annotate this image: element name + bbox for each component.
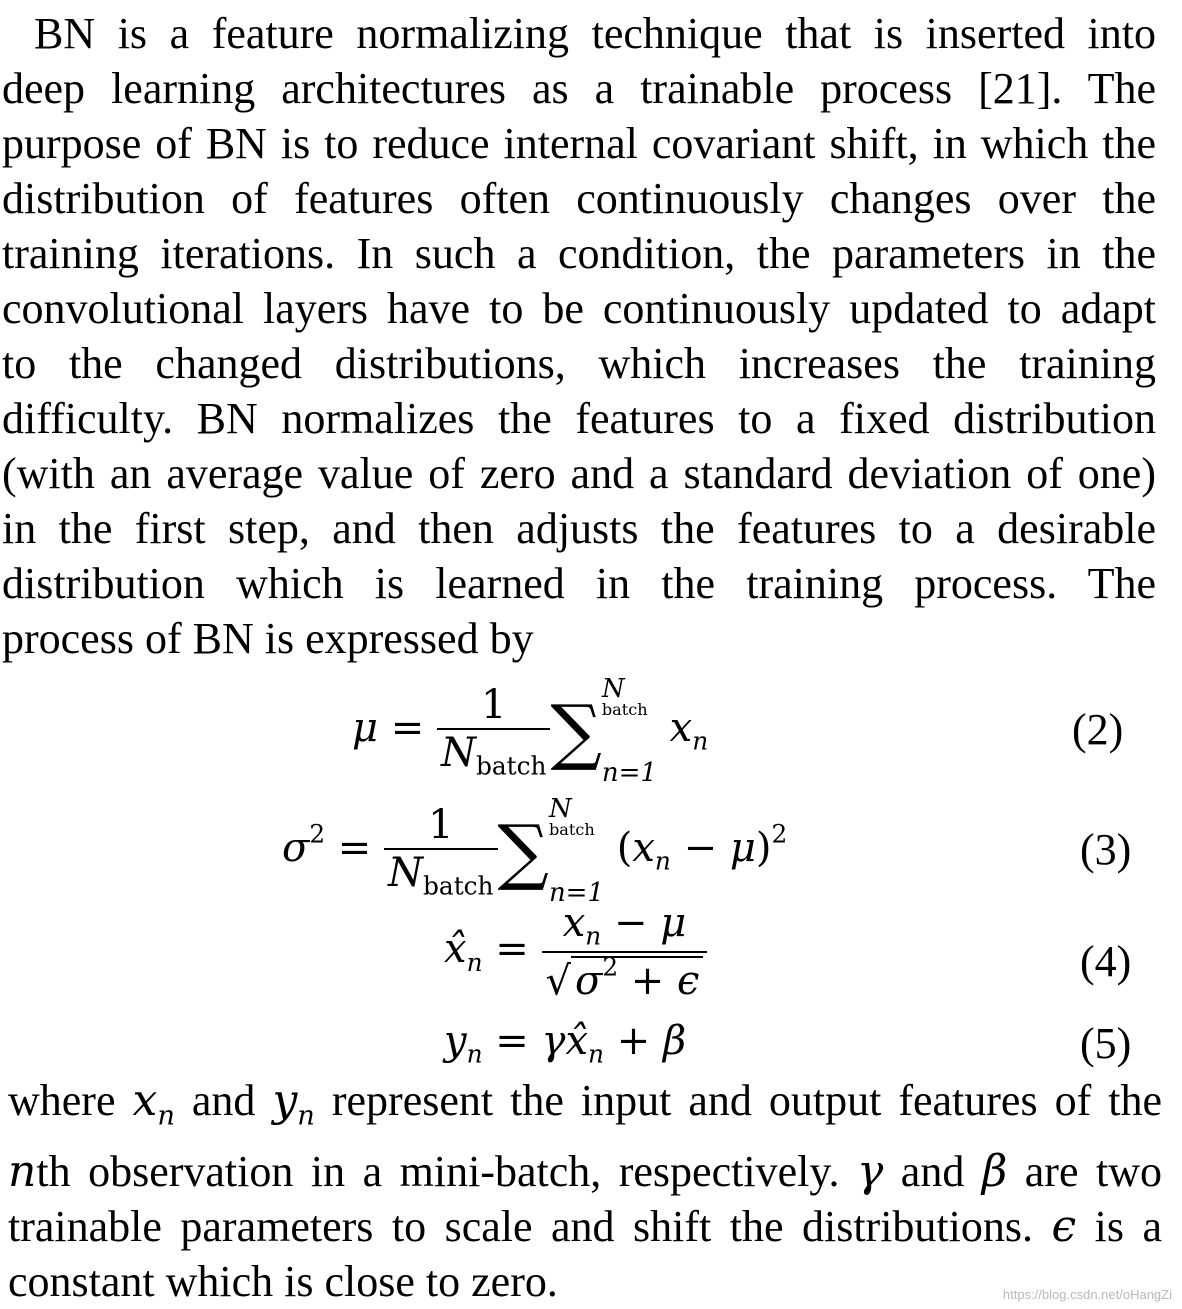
text-line: constant which is close to zero. [8, 1256, 558, 1306]
text-line: distribution which is learned in the training process. The [2, 559, 1156, 608]
equation-number: (5) [1080, 1019, 1132, 1068]
text-line: deep learning architectures as a trainable process [21]. The [2, 64, 1156, 113]
equation-3: $\sigma^2$ = $\frac{1}{N_{batch}}$ ∑ N batch n=1 $(x_n - \mu)^2$ [282, 794, 788, 909]
equation-4: $x̂_n$ = $\frac{x_n - \mu}{√ \sigma^2 + \epsilon}$ [444, 900, 707, 1004]
text-line: purpose of BN is to reduce internal covariant shift, in which the [2, 119, 1156, 168]
equation-number: (3) [1080, 825, 1132, 874]
text-line: difficulty. BN normalizes the features to a fixed distribution [2, 394, 1156, 443]
text-line: trainable parameters to scale and shift the distributions. ϵ is a [8, 1200, 1162, 1252]
equation-number: (4) [1080, 937, 1132, 986]
text-line: (with an average value of zero and a standard deviation of one) [2, 449, 1156, 498]
text-line: process of BN is expressed by [2, 614, 534, 663]
equation-number: (2) [1072, 705, 1124, 754]
equation-2: μ = $\frac{1}{N_{batch}}$ ∑ N batch n=1 $x_n$ [352, 674, 709, 789]
equation-5: $y_n$ = $\gamma x̂_n + \beta$ [444, 1018, 687, 1069]
watermark: https://blog.csdn.net/oHangZi [1002, 1287, 1172, 1302]
text-line: to the changed distributions, which increases the training [2, 339, 1156, 388]
text-line: in the first step, and then adjusts the features to a desirable [2, 504, 1156, 553]
text-line: nth observation in a mini-batch, respectively. γ and β are two [8, 1145, 1162, 1197]
paragraph-2 [8, 1073, 1162, 1309]
text-line: convolutional layers have to be continuously updated to adapt [2, 284, 1156, 333]
paragraph-1 [2, 6, 1156, 666]
text-line: where $x_n$ and $y_n$ represent the input and output features of the [8, 1075, 1162, 1132]
text-line: training iterations. In such a condition, the parameters in the [2, 229, 1156, 278]
text-line: distribution of features often continuously changes over the [2, 174, 1156, 223]
text-line: BN is a feature normalizing technique that is inserted into [34, 9, 1156, 58]
